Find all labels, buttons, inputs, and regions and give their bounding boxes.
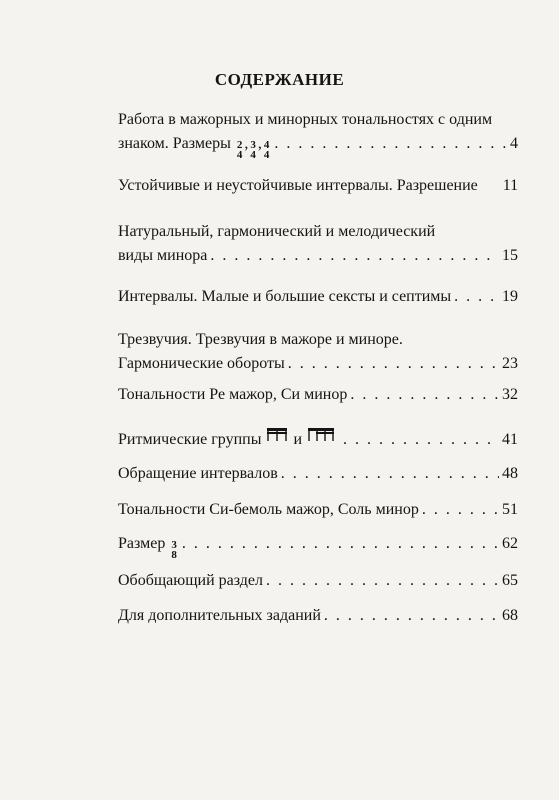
toc-entry-title: Обобщающий раздел: [118, 572, 264, 589]
toc-entry-title: Тональности Си-бемоль мажор, Соль минор: [118, 501, 419, 518]
toc-entry-line: [118, 426, 518, 452]
toc-entry-line: [118, 569, 518, 593]
toc-entry-line: знаком. Размеры 2 4 , 3 4 , 4 4 . . . 4: [118, 132, 518, 160]
page-number: 32: [502, 386, 518, 403]
dot-leader: [324, 604, 499, 628]
page-number: 15: [502, 247, 518, 264]
toc-entry-title: Натуральный, гармонический и мелодический: [118, 223, 436, 240]
toc-entry-line: [118, 604, 518, 628]
toc-entry-conjunction: и: [293, 431, 303, 448]
toc-entry-title: Обращение интервалов: [118, 465, 278, 482]
dot-leader: [182, 532, 499, 556]
toc-entry: [118, 462, 518, 486]
dot-leader: [343, 428, 499, 452]
dot-leader: [350, 383, 499, 407]
toc-entry-line: [118, 498, 518, 522]
page-number: 19: [502, 288, 518, 305]
toc-entry-title: Гармонические обороты: [118, 355, 285, 372]
toc-entry: [118, 174, 518, 198]
toc-entry-title: Интервалы. Малые и большие сексты и септимы: [118, 288, 452, 305]
toc-entry: [118, 328, 518, 376]
page-number: 62: [502, 535, 518, 552]
toc-entry-line: [118, 285, 518, 309]
toc-entry-line: [118, 174, 518, 198]
toc-entry-line: [118, 244, 518, 268]
toc-entry-title: Трезвучия. Трезвучия в мажоре и миноре.: [118, 331, 403, 348]
toc-entry-title: Ритмические группы: [118, 431, 262, 448]
toc-entry-title: Для дополнительных заданий: [118, 607, 321, 624]
page-number: 41: [502, 431, 518, 448]
time-signature: 2 4: [236, 139, 243, 161]
toc-entry-title: Размер: [118, 535, 166, 552]
time-signature: 3 4: [250, 139, 256, 161]
time-signature: 3 8: [171, 539, 177, 561]
beamed-notes-icon: [265, 426, 289, 452]
page-number: 11: [502, 177, 519, 194]
toc-entry-title: Устойчивые и неустойчивые интервалы. Разрешение: [118, 177, 478, 194]
toc-entry-line: [118, 328, 518, 352]
toc-entry: [118, 604, 518, 628]
toc-entry-line: [118, 532, 518, 560]
dot-leader: [422, 498, 499, 522]
dot-leader: [274, 132, 507, 156]
dot-leader: [281, 462, 499, 486]
page-number: 68: [502, 607, 518, 624]
toc-entry: [118, 498, 518, 522]
dot-leader: [454, 285, 499, 309]
page-number: 23: [502, 355, 518, 372]
dot-leader: [210, 244, 499, 268]
toc-entry-title: знаком. Размеры: [118, 135, 231, 152]
toc-entry: [118, 108, 518, 160]
toc-entry: [118, 569, 518, 593]
toc-entry: [118, 426, 518, 452]
toc-entry: [118, 220, 518, 268]
page-number: 51: [502, 501, 518, 518]
page-number: 48: [502, 465, 518, 482]
page-number: 4: [510, 135, 518, 152]
toc-entry: [118, 383, 518, 407]
toc-entry: [118, 532, 518, 560]
page-number: 65: [502, 572, 518, 589]
toc-entry-line: [118, 352, 518, 376]
toc-entry-title: виды минора: [118, 247, 208, 264]
time-signature: 4 4: [263, 139, 270, 161]
toc-entry-line: [118, 383, 518, 407]
toc-entry-title: Тональности Ре мажор, Си минор: [118, 386, 348, 403]
beamed-notes-icon: [306, 426, 336, 452]
toc-entry: [118, 285, 518, 309]
dot-leader: [288, 352, 499, 376]
toc-entry-line: [118, 462, 518, 486]
page-title: СОДЕРЖАНИЕ: [214, 70, 345, 89]
toc-entry-title: Работа в мажорных и минорных тональностях с одним: [118, 111, 493, 128]
dot-leader: [266, 569, 499, 593]
toc-entry-line: [118, 220, 518, 244]
toc-entry-line: [118, 108, 518, 132]
